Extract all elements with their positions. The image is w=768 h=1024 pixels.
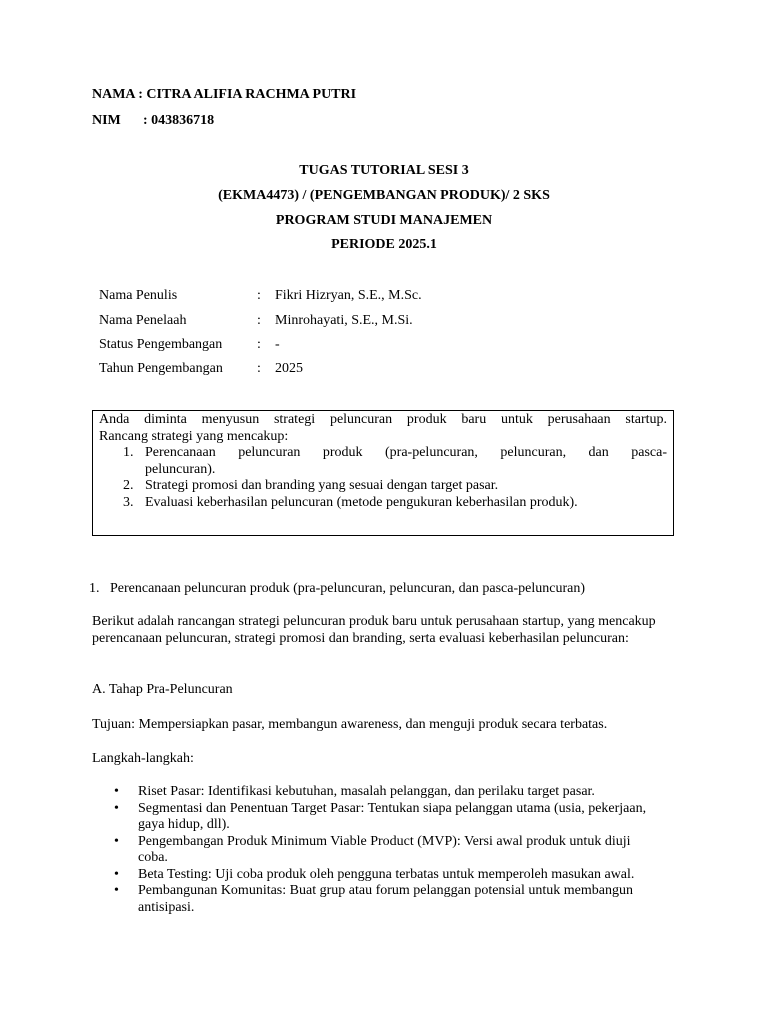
task-box: [92, 410, 674, 536]
task-intro-line2: Rancang strategi yang mencakup:: [99, 428, 289, 444]
meta-value: Minrohayati, S.E., M.Si.: [275, 313, 413, 328]
task-item-text: Evaluasi keberhasilan peluncuran (metode pengukuran keberhasilan produk).: [145, 494, 578, 510]
bullet-icon: •: [114, 883, 119, 898]
bullet-icon: •: [114, 866, 119, 882]
meta-value: 2025: [275, 361, 303, 376]
meta-label: Nama Penelaah: [99, 313, 187, 328]
task-item-number: 3.: [123, 494, 134, 510]
meta-label: Tahun Pengembangan: [99, 361, 223, 376]
section-heading-number: 1.: [89, 581, 100, 596]
list-item-text: Beta Testing: Uji coba produk oleh pengguna terbatas untuk memperoleh masukan awal.: [138, 866, 635, 882]
meta-colon: :: [257, 288, 261, 303]
steps-label: Langkah-langkah:: [92, 751, 194, 766]
list-item-text: Riset Pasar: Identifikasi kebutuhan, masalah pelanggan, dan perilaku target pasar.: [138, 784, 595, 799]
task-intro-line1: Anda diminta menyusun strategi peluncuran produk baru untuk perusahaan startup.: [99, 412, 667, 427]
nim-label: NIM: [92, 113, 121, 128]
meta-label: Status Pengembangan: [99, 337, 223, 352]
meta-colon: :: [257, 361, 261, 376]
task-item-number: 1.: [123, 445, 134, 460]
bullet-icon: •: [114, 784, 119, 799]
stage-title: A. Tahap Pra-Peluncuran: [92, 682, 233, 697]
meta-value: -: [275, 337, 280, 352]
list-item: [92, 883, 662, 916]
task-item: [99, 495, 667, 512]
steps-list: [92, 784, 662, 916]
list-item: [92, 867, 662, 884]
student-nim: [92, 113, 214, 130]
period-title: PERIODE 2025.1: [331, 237, 437, 252]
program-title: PROGRAM STUDI MANAJEMEN: [275, 213, 493, 228]
task-item-text: Strategi promosi dan branding yang sesuai dengan target pasar.: [145, 478, 499, 493]
assignment-title: TUGAS TUTORIAL SESI 3: [299, 163, 469, 178]
section-heading: [89, 581, 100, 598]
student-name-text: NAMA : CITRA ALIFIA RACHMA PUTRI: [92, 87, 357, 102]
list-item: [92, 834, 662, 867]
list-item-text: Segmentasi dan Penentuan Target Pasar: Tentukan siapa pelanggan utama (usia, pekerjaan, gaya hidup, dll).: [138, 800, 647, 832]
bullet-icon: •: [114, 833, 119, 849]
section-intro: Berikut adalah rancangan strategi peluncuran produk baru untuk perusahaan startup, yang mencakup perencanaan peluncuran, strategi promosi dan branding, serta evaluasi keberhasilan peluncuran:: [92, 614, 656, 646]
student-name: [92, 87, 356, 104]
section-heading-text: Perencanaan peluncuran produk (pra-peluncuran, peluncuran, dan pasca-peluncuran): [110, 581, 585, 596]
list-item: [92, 784, 662, 801]
task-item: [99, 478, 667, 495]
meta-colon: :: [257, 337, 261, 352]
meta-label: Nama Penulis: [99, 288, 178, 303]
bullet-icon: •: [114, 800, 119, 816]
list-item-text: Pengembangan Produk Minimum Viable Product (MVP): Versi awal produk untuk diuji coba.: [138, 833, 631, 865]
stage-goal: Tujuan: Mempersiapkan pasar, membangun awareness, dan menguji produk secara terbatas.: [92, 717, 608, 732]
list-item: [92, 801, 662, 834]
task-item-number: 2.: [123, 478, 134, 493]
meta-colon: :: [257, 313, 261, 328]
list-item-text: Pembangunan Komunitas: Buat grup atau forum pelanggan potensial untuk membangun antisipasi.: [138, 883, 633, 915]
task-item-text: Perencanaan peluncuran produk (pra-peluncuran, peluncuran, dan pasca-: [145, 445, 667, 460]
task-list: [99, 445, 667, 511]
meta-value: Fikri Hizryan, S.E., M.Sc.: [275, 288, 422, 303]
course-title: (EKMA4473) / (PENGEMBANGAN PRODUK)/ 2 SKS: [218, 188, 550, 203]
nim-value: : 043836718: [143, 113, 215, 128]
task-item: [99, 445, 667, 478]
task-item-text-continued: peluncuran).: [145, 461, 216, 477]
